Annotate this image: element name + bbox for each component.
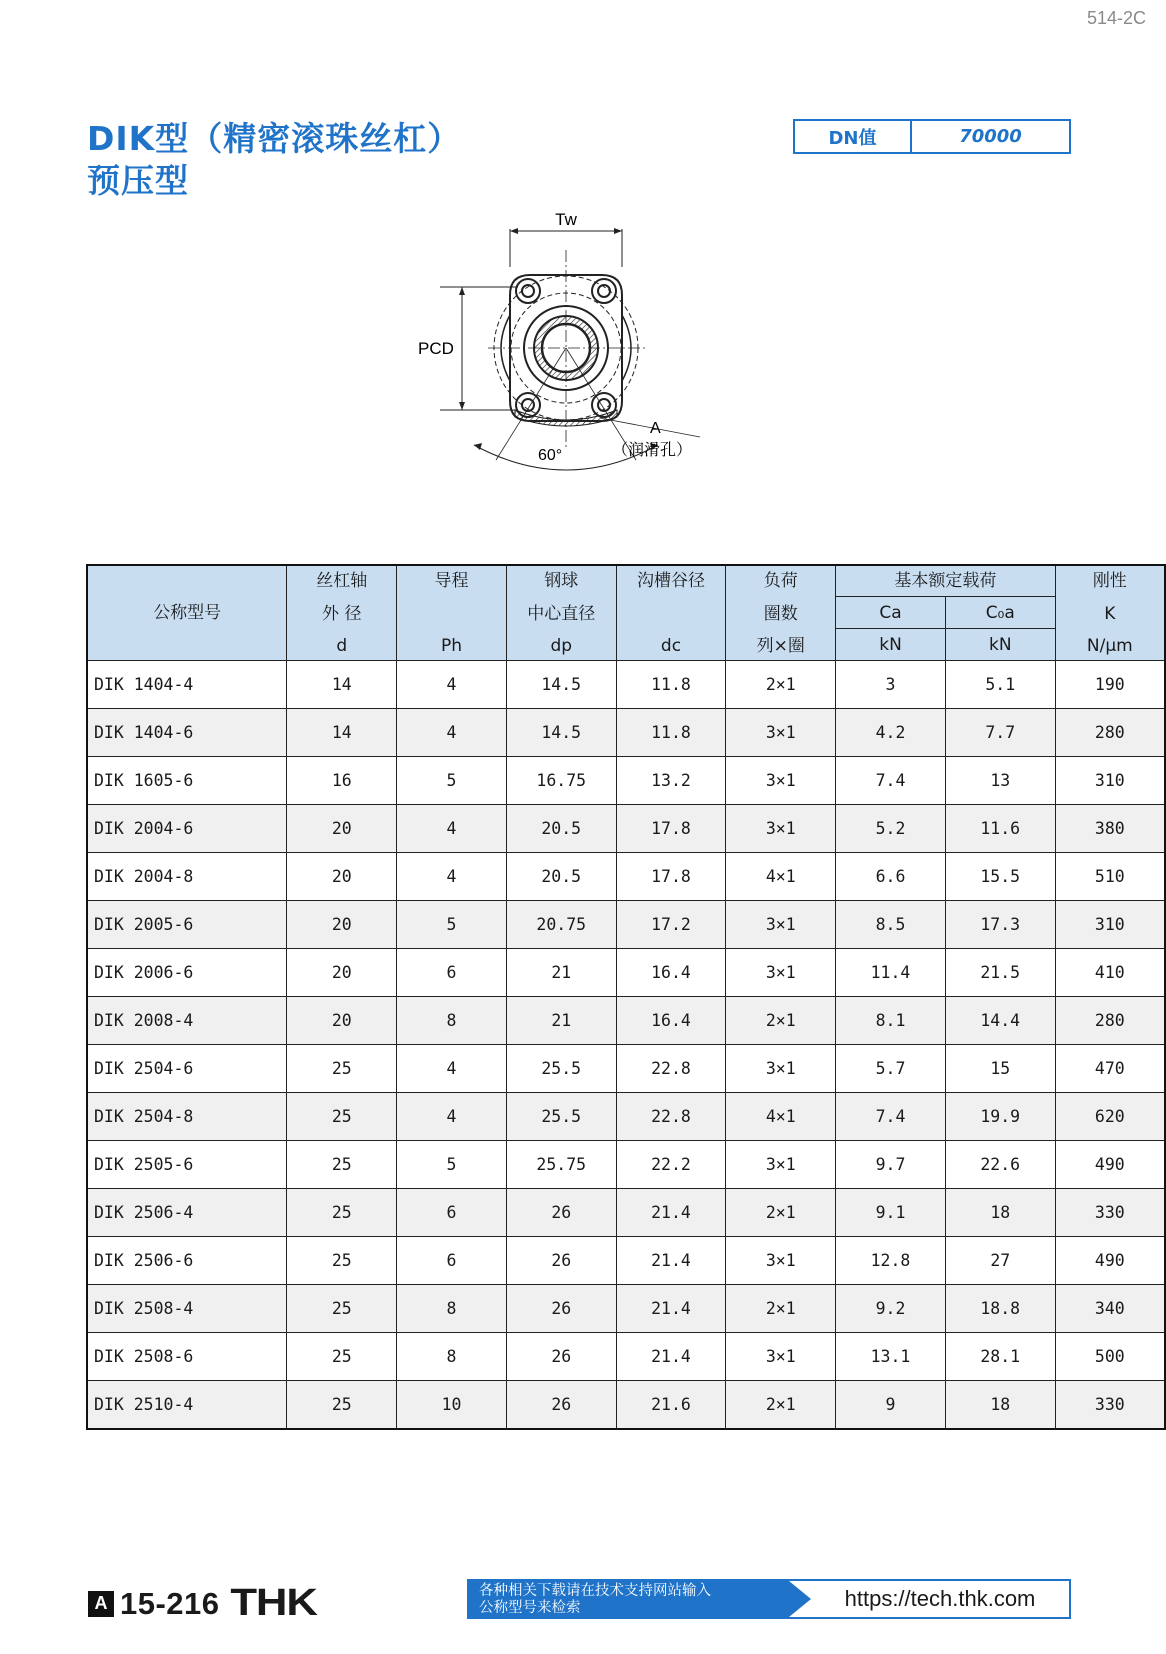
title-line-2: 预压型 [87,161,189,200]
model-cell: DIK 2005-6 [87,901,287,949]
table-row [87,1189,1165,1237]
value-cell: 11.4 [836,949,946,997]
value-cell: 5.2 [836,805,946,853]
value-cell: 3×1 [726,949,836,997]
value-cell: 20.5 [506,805,616,853]
page-code: 514-2C [1086,8,1146,28]
value-cell: 4 [397,1093,507,1141]
value-cell: 3×1 [726,757,836,805]
value-cell: 25 [287,1189,397,1237]
header-ball-center: 钢球 中心直径 dp [506,565,616,661]
value-cell: 4×1 [726,853,836,901]
value-cell: 14 [287,709,397,757]
model-cell: DIK 2504-8 [87,1093,287,1141]
nut-flange-drawing [400,205,760,495]
value-cell: 6 [397,1237,507,1285]
value-cell: 6 [397,1189,507,1237]
header-lead: 导程 Ph [397,565,507,661]
table-row [87,1237,1165,1285]
table-row [87,901,1165,949]
table-row [87,1093,1165,1141]
model-cell: DIK 2508-6 [87,1333,287,1381]
value-cell: 310 [1055,757,1165,805]
value-cell: 6 [397,949,507,997]
value-cell: 190 [1055,661,1165,709]
value-cell: 3×1 [726,805,836,853]
value-cell: 620 [1055,1093,1165,1141]
value-cell: 12.8 [836,1237,946,1285]
value-cell: 20 [287,949,397,997]
value-cell: 25 [287,1333,397,1381]
value-cell: 7.4 [836,1093,946,1141]
value-cell: 15.5 [945,853,1055,901]
value-cell: 25 [287,1093,397,1141]
value-cell: 20.75 [506,901,616,949]
value-cell: 16.4 [616,949,726,997]
model-cell: DIK 2510-4 [87,1381,287,1429]
value-cell: 6.6 [836,853,946,901]
value-cell: 16 [287,757,397,805]
value-cell: 26 [506,1333,616,1381]
table-row [87,1045,1165,1093]
value-cell: 5 [397,901,507,949]
value-cell: 25 [287,1141,397,1189]
dn-value-box [793,119,1071,154]
value-cell: 410 [1055,949,1165,997]
value-cell: 13.2 [616,757,726,805]
header-rigidity: 刚性 K N/μm [1055,565,1165,661]
value-cell: 26 [506,1237,616,1285]
value-cell: 4 [397,805,507,853]
value-cell: 25.5 [506,1093,616,1141]
value-cell: 2×1 [726,1189,836,1237]
value-cell: 13 [945,757,1055,805]
value-cell: 280 [1055,997,1165,1045]
value-cell: 21.6 [616,1381,726,1429]
value-cell: 27 [945,1237,1055,1285]
value-cell: 14 [287,661,397,709]
header-c0a: C₀a [945,597,1055,629]
value-cell: 16.4 [616,997,726,1045]
value-cell: 20 [287,853,397,901]
value-cell: 4 [397,661,507,709]
notice-line-2: 公称型号来检索 [479,1600,581,1616]
value-cell: 2×1 [726,661,836,709]
value-cell: 330 [1055,1189,1165,1237]
model-cell: DIK 1404-4 [87,661,287,709]
value-cell: 22.8 [616,1045,726,1093]
value-cell: 7.7 [945,709,1055,757]
header-ca-unit: kN [836,629,946,661]
value-cell: 2×1 [726,997,836,1045]
table-row [87,1285,1165,1333]
table-row [87,853,1165,901]
value-cell: 4 [397,709,507,757]
value-cell: 18 [945,1189,1055,1237]
notice-line-1: 各种相关下载请在技术支持网站输入 [479,1583,711,1599]
value-cell: 8 [397,1285,507,1333]
header-rated-load: 基本额定载荷 [836,565,1056,597]
value-cell: 21 [506,997,616,1045]
table-row [87,1333,1165,1381]
header-shaft: 丝杠轴 外 径 d [287,565,397,661]
model-cell: DIK 2004-8 [87,853,287,901]
value-cell: 3×1 [726,1045,836,1093]
model-cell: DIK 2004-6 [87,805,287,853]
footer-download-banner [467,1579,1071,1619]
hole-note: （润滑孔） [612,440,693,459]
model-cell: DIK 1404-6 [87,709,287,757]
tw-label: Tw [555,210,577,229]
value-cell: 330 [1055,1381,1165,1429]
spec-table [86,564,1166,1430]
value-cell: 16.75 [506,757,616,805]
value-cell: 17.8 [616,805,726,853]
dn-label: DN值 [795,121,912,152]
value-cell: 8.5 [836,901,946,949]
header-circuits: 负荷 圈数 列×圈 [726,565,836,661]
value-cell: 20 [287,805,397,853]
value-cell: 4 [397,1045,507,1093]
pcd-label: PCD [418,339,454,358]
value-cell: 510 [1055,853,1165,901]
model-cell: DIK 2006-6 [87,949,287,997]
value-cell: 4×1 [726,1093,836,1141]
value-cell: 25 [287,1237,397,1285]
value-cell: 28.1 [945,1333,1055,1381]
value-cell: 340 [1055,1285,1165,1333]
value-cell: 9.2 [836,1285,946,1333]
value-cell: 8 [397,1333,507,1381]
table-row [87,949,1165,997]
support-url-link[interactable]: https://tech.thk.com [844,1586,1036,1611]
value-cell: 22.2 [616,1141,726,1189]
value-cell: 25.5 [506,1045,616,1093]
value-cell: 25 [287,1285,397,1333]
value-cell: 4 [397,853,507,901]
value-cell: 20.5 [506,853,616,901]
value-cell: 10 [397,1381,507,1429]
value-cell: 3 [836,661,946,709]
value-cell: 21.4 [616,1189,726,1237]
value-cell: 20 [287,901,397,949]
value-cell: 21.4 [616,1237,726,1285]
value-cell: 310 [1055,901,1165,949]
table-row [87,661,1165,709]
value-cell: 9 [836,1381,946,1429]
value-cell: 3×1 [726,1141,836,1189]
value-cell: 14.4 [945,997,1055,1045]
value-cell: 19.9 [945,1093,1055,1141]
model-cell: DIK 2008-4 [87,997,287,1045]
value-cell: 21.4 [616,1285,726,1333]
value-cell: 8.1 [836,997,946,1045]
value-cell: 5 [397,1141,507,1189]
model-cell: DIK 2506-4 [87,1189,287,1237]
value-cell: 13.1 [836,1333,946,1381]
value-cell: 26 [506,1189,616,1237]
table-row [87,757,1165,805]
value-cell: 4.2 [836,709,946,757]
value-cell: 11.6 [945,805,1055,853]
model-cell: DIK 1605-6 [87,757,287,805]
value-cell: 8 [397,997,507,1045]
section-badge: A [88,1591,114,1617]
angle-label: 60° [538,447,563,464]
value-cell: 17.8 [616,853,726,901]
value-cell: 25 [287,1381,397,1429]
value-cell: 21 [506,949,616,997]
brand-logo: THK [229,1582,317,1624]
value-cell: 9.1 [836,1189,946,1237]
value-cell: 14.5 [506,709,616,757]
model-cell: DIK 2505-6 [87,1141,287,1189]
value-cell: 2×1 [726,1285,836,1333]
header-ca: Ca [836,597,946,629]
value-cell: 17.3 [945,901,1055,949]
page-title [87,118,461,202]
value-cell: 3×1 [726,1333,836,1381]
footer-page-id [88,1582,317,1625]
value-cell: 7.4 [836,757,946,805]
value-cell: 2×1 [726,1381,836,1429]
table-row [87,805,1165,853]
download-notice [469,1581,789,1617]
value-cell: 380 [1055,805,1165,853]
model-cell: DIK 2508-4 [87,1285,287,1333]
value-cell: 280 [1055,709,1165,757]
value-cell: 3×1 [726,901,836,949]
value-cell: 5 [397,757,507,805]
value-cell: 17.2 [616,901,726,949]
value-cell: 25.75 [506,1141,616,1189]
table-row [87,1381,1165,1429]
value-cell: 26 [506,1285,616,1333]
header-c0a-unit: kN [945,629,1055,661]
hole-label: A [650,420,661,437]
value-cell: 18 [945,1381,1055,1429]
title-line-1: DIK型（精密滚珠丝杠） [87,119,462,158]
spec-table-body [87,661,1165,1429]
value-cell: 5.1 [945,661,1055,709]
page-number: 15-216 [120,1585,220,1621]
value-cell: 5.7 [836,1045,946,1093]
value-cell: 470 [1055,1045,1165,1093]
table-row [87,997,1165,1045]
value-cell: 11.8 [616,661,726,709]
value-cell: 20 [287,997,397,1045]
value-cell: 14.5 [506,661,616,709]
value-cell: 21.4 [616,1333,726,1381]
value-cell: 25 [287,1045,397,1093]
value-cell: 500 [1055,1333,1165,1381]
table-row [87,1141,1165,1189]
value-cell: 21.5 [945,949,1055,997]
value-cell: 490 [1055,1141,1165,1189]
value-cell: 22.8 [616,1093,726,1141]
value-cell: 3×1 [726,1237,836,1285]
dn-value: 70000 [959,126,1022,147]
value-cell: 18.8 [945,1285,1055,1333]
value-cell: 3×1 [726,709,836,757]
value-cell: 22.6 [945,1141,1055,1189]
table-row [87,709,1165,757]
value-cell: 9.7 [836,1141,946,1189]
value-cell: 15 [945,1045,1055,1093]
value-cell: 11.8 [616,709,726,757]
arrow-icon [789,1581,811,1617]
value-cell: 26 [506,1381,616,1429]
header-groove: 沟槽谷径 dc [616,565,726,661]
model-cell: DIK 2504-6 [87,1045,287,1093]
value-cell: 490 [1055,1237,1165,1285]
header-model: 公称型号 [87,565,287,661]
model-cell: DIK 2506-6 [87,1237,287,1285]
